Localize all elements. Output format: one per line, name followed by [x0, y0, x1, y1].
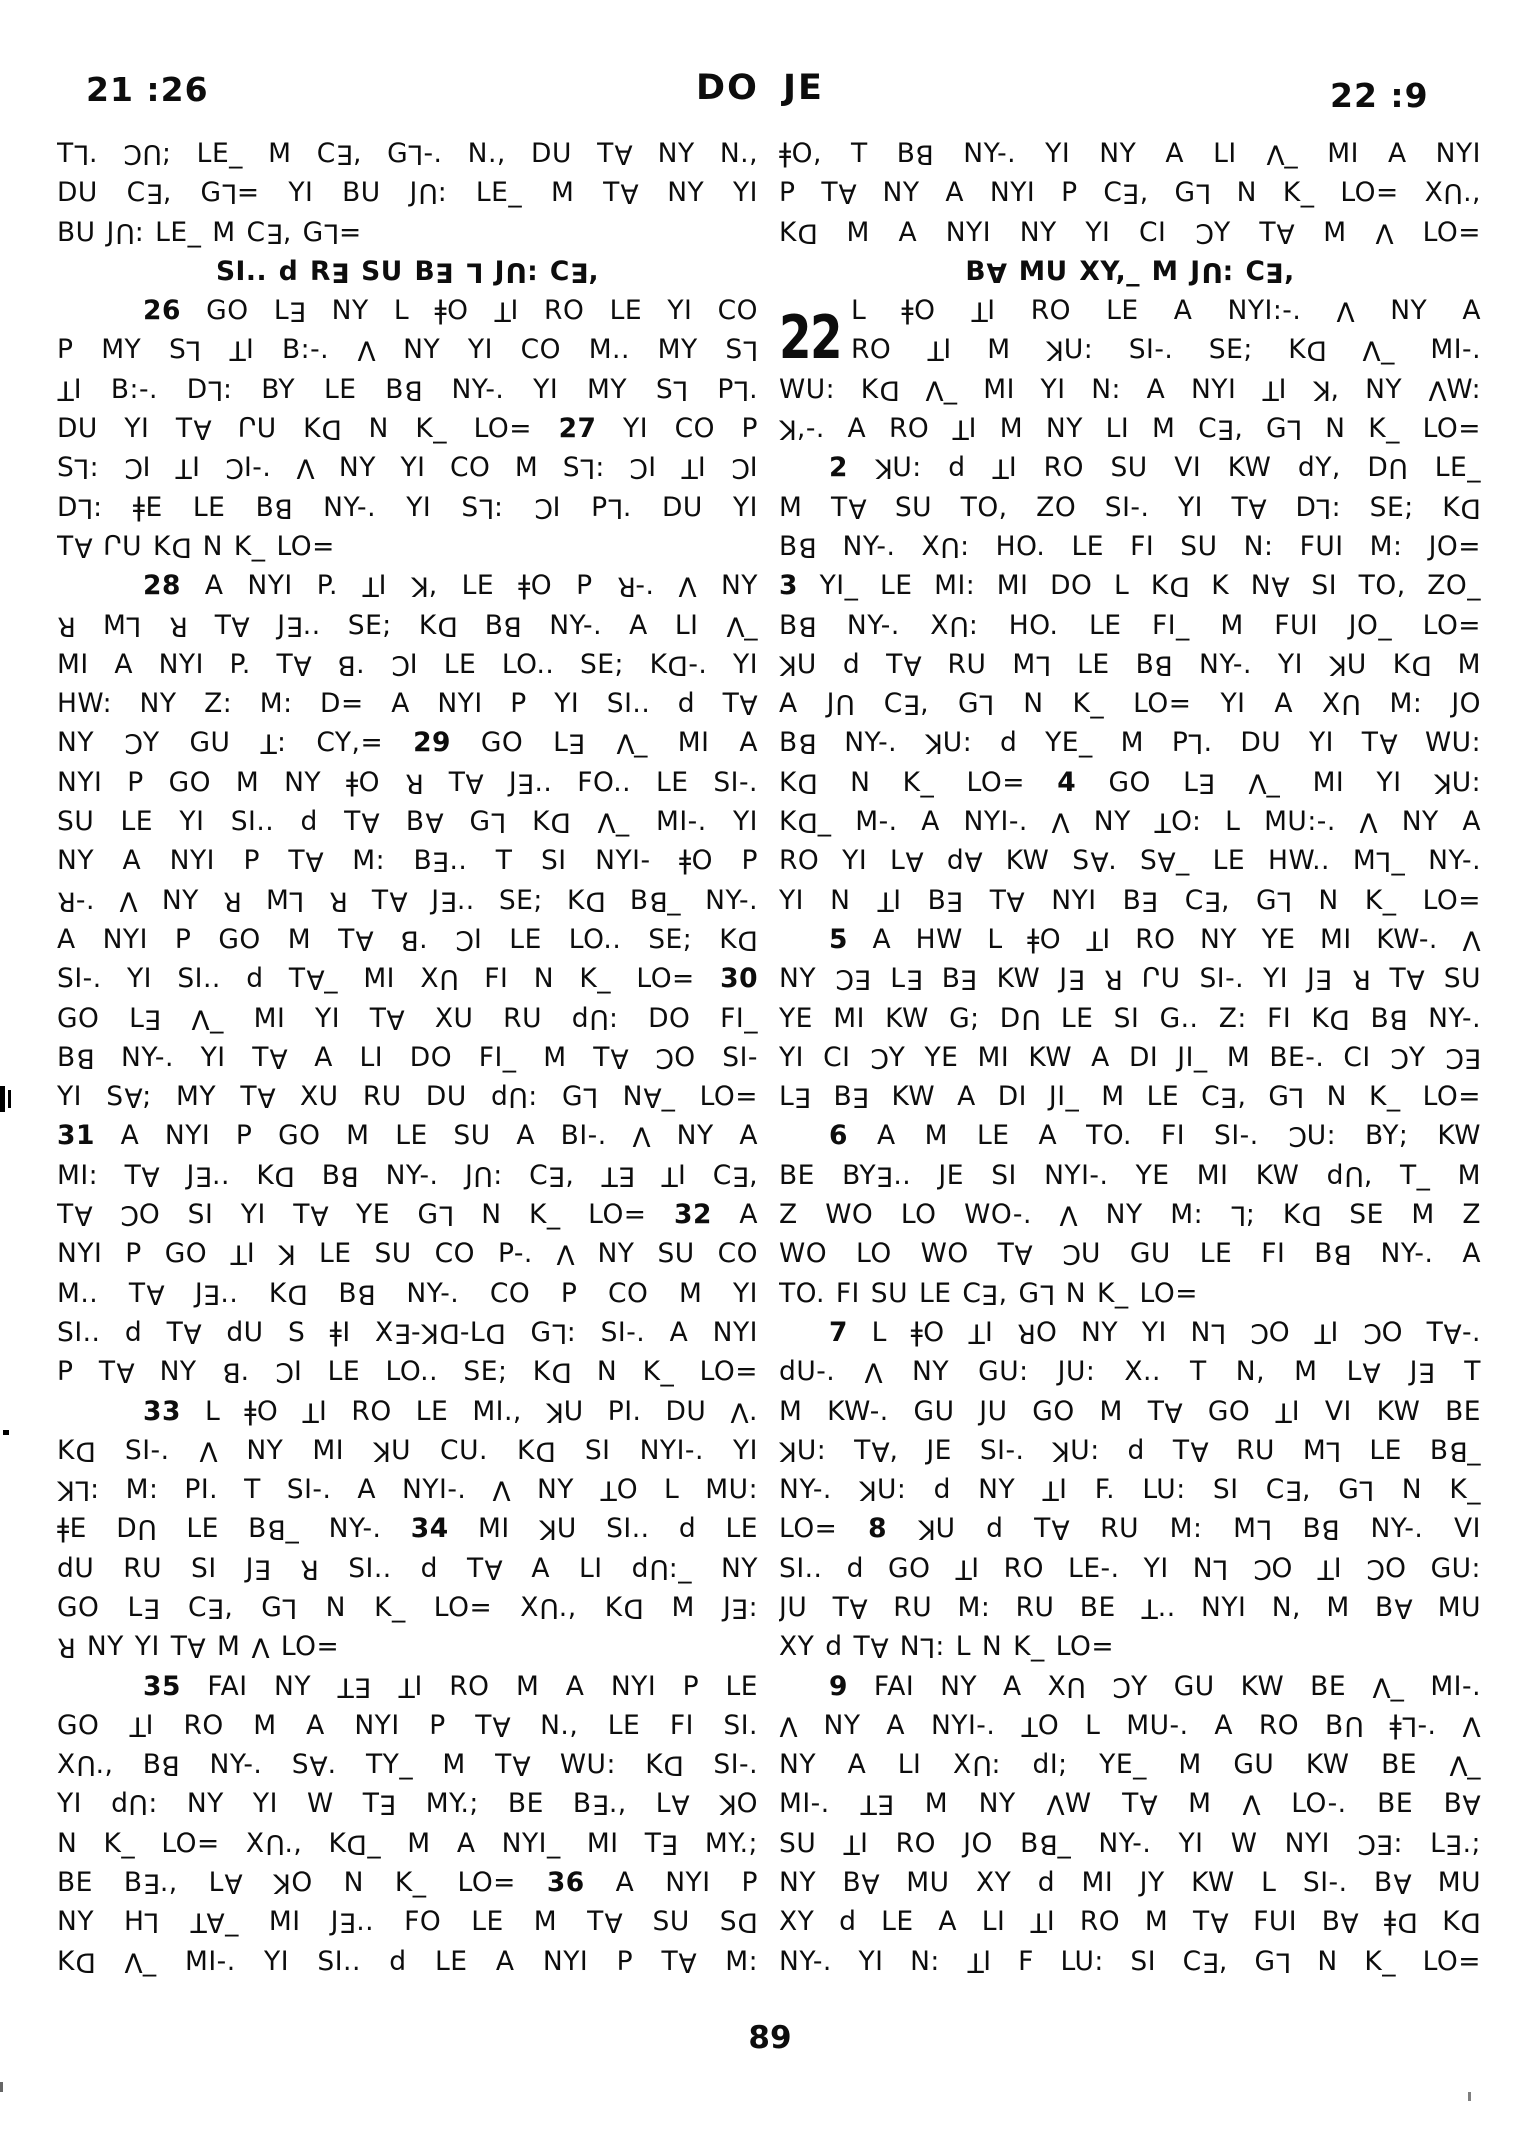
text-line: BB NY-. YI TA A LI DO FI_ M TA CO SI- — [57, 1041, 758, 1074]
text-line: BB NY-. KU: d YE_ M PL. DU YI TA WU: — [779, 727, 1481, 759]
text-line: BA MU XY,_ M JU: CE, — [965, 255, 1295, 288]
text-line: ǂO, T BB NY-. YI NY A LI V_ MI A NYI — [779, 138, 1481, 170]
text-line: SL: CI TI CI-. V NY YI CO M SL: CI TI CI — [57, 452, 758, 484]
text-line: NYI P GO TI K LE SU CO P-. V NY SU CO — [57, 1238, 758, 1270]
text-line: DU YI TA ՐU KD N K_ LO= 27 YI CO P — [57, 413, 758, 445]
text-line: TI B:-. DL: BY LE BB NY-. YI MY SL PL. — [57, 373, 758, 406]
text-line: DU CE, GL= YI BU JU: LE_ M TA NY YI — [57, 177, 758, 209]
text-line: BB NY-. XU: HO. LE FI_ M FUI JO_ LO= — [779, 609, 1481, 641]
text-line: LE BE KW A DI JI_ M LE CE, GL N K_ LO= — [779, 1081, 1481, 1113]
text-line: SI-. YI SI.. d TA_ MI XU FI N K_ LO= 30 — [57, 963, 758, 995]
text-line: ǂE DU LE BB_ NY-. 34 MI KU SI.. d LE — [57, 1513, 758, 1545]
text-line: GO LE V_ MI YI TA XU RU dU: DO FI_ — [57, 1002, 758, 1034]
text-line: 2 KU: d TI RO SU VI KW dY, DU LE_ — [829, 452, 1481, 484]
text-line: 26 GO LE NY L ǂO TI RO LE YI CO — [143, 295, 758, 327]
text-line: SI.. d RE SU BE L JU: CE, — [215, 255, 600, 288]
scan-artifact — [0, 1086, 5, 1112]
text-line: R-. V NY R ML R TA JE.. SE; KD BB_ NY-. — [57, 884, 758, 916]
text-line: dU RU SI JE R SI.. d TA A LI dU:_ NY — [57, 1552, 758, 1584]
text-line: HW: NY Z: M: D= A NYI P YI SI.. d TA — [57, 688, 758, 720]
text-line: M.. TA JE.. KD BB NY-. CO P CO M YI — [57, 1277, 758, 1309]
text-line: TL. CU; LE_ M CE, GL-. N., DU TA NY N., — [57, 138, 758, 170]
text-line: P TA NY B. CI LE LO.. SE; KD N K_ LO= — [57, 1356, 758, 1388]
text-line: M KW-. GU JU GO M TA GO TI VI KW BE — [779, 1395, 1481, 1427]
text-line: 31 A NYI P GO M LE SU A BI-. V NY A — [57, 1120, 758, 1152]
text-line: NYI P GO M NY ǂO R TA JE.. FO.. LE SI-. — [57, 766, 758, 799]
text-line: 5 A HW L ǂO TI RO NY YE MI KW-. V — [829, 923, 1481, 956]
text-line: 9 FAI NY A XU CY GU KW BE V_ MI-. — [829, 1670, 1481, 1702]
text-line: 7 L ǂO TI RO NY YI NL CO TI CO TA-. — [829, 1316, 1481, 1349]
text-line: Z WO LO WO-. V NY M: L; KD SE M Z — [779, 1199, 1481, 1231]
text-line: dU-. V NY GU: JU: X.. T N, M LA JE T — [779, 1356, 1481, 1388]
page-number: 89 — [748, 2020, 792, 2056]
text-line: BB NY-. XU: HO. LE FI SU N: FUI M: JO= — [779, 530, 1481, 563]
text-line: KD M A NYI NY YI CI CY TA M V LO= — [779, 216, 1481, 248]
text-line: BE BYE.. JE SI NYI-. YE MI KW dU, T_ M — [779, 1159, 1481, 1192]
text-line: R NY YI TA M V LO= — [57, 1631, 340, 1663]
text-column-right — [779, 134, 1481, 1989]
text-line: KD_ M-. A NYI-. V NY TO: L MU:-. V NY A — [779, 806, 1481, 838]
text-line: 6 A M LE A TO. FI SI-. CU: BY; KW — [829, 1120, 1481, 1152]
text-column-left — [57, 134, 758, 1989]
text-line: MI A NYI P. TA B. CI LE LO.. SE; KD-. YI — [57, 648, 758, 681]
text-line: MI: TA JE.. KD BB NY-. JU: CE, TE TI CE, — [57, 1159, 758, 1192]
text-line: XY d TA NL: L N K_ LO= — [779, 1631, 1115, 1663]
scan-artifact — [0, 2082, 3, 2092]
text-line: SU LE YI SI.. d TA BA GL KD V_ MI-. YI — [57, 806, 758, 838]
text-line: NY CY GU T: CY,= 29 GO LE V_ MI A — [57, 727, 758, 759]
text-line: V NY A NYI-. TO L MU-. A RO BU ǂL-. V — [779, 1709, 1481, 1742]
text-line: TO. FI SU LE CE, GL N K_ LO= — [779, 1277, 1198, 1309]
text-line: SU TI RO JO BB_ NY-. YI W NYI CE: LE.; — [779, 1827, 1481, 1860]
text-line: RO YI LA dA KW SA. SA_ LE HW.. ML_ NY-. — [779, 845, 1481, 877]
text-line: KU: TA, JE SI-. KU: d TA RU ML LE BB_ — [779, 1434, 1481, 1467]
text-line: L ǂO TI RO LE A NYI:-. V NY A — [851, 295, 1481, 327]
text-line: N K_ LO= XU., KD_ M A NYI_ MI TE MY.; — [57, 1827, 758, 1860]
text-line: BE BE., LA KO N K_ LO= 36 A NYI P — [57, 1867, 758, 1899]
text-line: NY-. YI N: TI F LU: SI CE, GL N K_ LO= — [779, 1945, 1481, 1977]
text-line: LO= 8 KU d TA RU M: ML BB NY-. VI — [779, 1513, 1481, 1545]
text-line: 33 L ǂO TI RO LE MI., KU PI. DU V. — [143, 1395, 758, 1427]
text-line: GO LE CE, GL N K_ LO= XU., KD M JE: — [57, 1591, 758, 1624]
text-line: KD N K_ LO= 4 GO LE V_ MI YI KU: — [779, 766, 1481, 799]
text-line: M TA SU TO, ZO SI-. YI TA DL: SE; KD — [779, 491, 1481, 523]
scan-artifact — [1468, 2092, 1471, 2101]
text-line: R ML R TA JE.. SE; KD BB NY-. A LI V_ — [57, 609, 758, 641]
text-line: RO TI M KU: SI-. SE; KD V_ MI-. — [851, 334, 1481, 366]
text-line: 35 FAI NY TE TI RO M A NYI P LE — [143, 1670, 758, 1702]
text-line: JU TA RU M: RU BE T.. NYI N, M BA MU — [779, 1591, 1481, 1624]
text-line: KD V_ MI-. YI SI.. d LE A NYI P TA M: — [57, 1945, 758, 1977]
text-line: YE MI KW G; DU LE SI G.. Z: FI KD BB NY-. — [779, 1002, 1481, 1034]
text-line: P MY SL TI B:-. V NY YI CO M.. MY SL — [57, 334, 758, 366]
text-line: MI-. TE M NY VW TA M V LO-. BE BA — [779, 1788, 1481, 1820]
text-line: NY A LI XU: dI; YE_ M GU KW BE V_ — [779, 1749, 1481, 1781]
text-line: WU: KD V_ MI YI N: A NYI TI K, NY VW: — [779, 373, 1481, 406]
running-head-verse-left: 21 :26 — [86, 70, 209, 109]
text-line: A NYI P GO M TA B. CI LE LO.. SE; KD — [57, 923, 758, 956]
text-line: YI SA; MY TA XU RU DU dU: GL NA_ LO= — [57, 1081, 758, 1113]
text-line: GO TI RO M A NYI P TA N., LE FI SI. — [57, 1709, 758, 1742]
text-line: NY A NYI P TA M: BE.. T SI NYI- ǂO P — [57, 845, 758, 877]
chapter-number: 22 — [779, 303, 842, 373]
scan-artifact — [3, 1430, 9, 1435]
text-line: YI dU: NY YI W TE MY.; BE BE., LA KO — [57, 1788, 758, 1820]
text-line: P TA NY A NYI P CE, GL N K_ LO= XU., — [779, 177, 1481, 209]
text-line: TA ՐU KD N K_ LO= — [57, 530, 335, 563]
text-line: KL: M: PI. T SI-. A NYI-. V NY TO L MU: — [57, 1474, 758, 1506]
text-line: YI CI CY YE MI KW A DI JI_ M BE-. CI CY CE — [779, 1041, 1481, 1074]
text-line: A JU CE, GL N K_ LO= YI A XU M: JO — [779, 688, 1481, 720]
running-head-book-title: DO JE — [696, 68, 824, 108]
text-line: 28 A NYI P. TI K, LE ǂO P R-. V NY — [143, 570, 758, 602]
text-line: YI N TI BE TA NYI BE CE, GL N K_ LO= — [779, 884, 1481, 916]
text-line: NY-. KU: d NY TI F. LU: SI CE, GL N K_ — [779, 1474, 1481, 1506]
text-line: SI.. d TA dU S ǂI XE-KD-LD GL: SI-. A NYI — [57, 1316, 758, 1349]
scan-artifact — [8, 1090, 11, 1108]
running-head-verse-right: 22 :9 — [1330, 76, 1429, 115]
text-line: SI.. d GO TI RO LE-. YI NL CO TI CO GU: — [779, 1552, 1481, 1584]
text-line: KD SI-. V NY MI KU CU. KD SI NYI-. YI — [57, 1434, 758, 1467]
text-line: WO LO WO TA CU GU LE FI BB NY-. A — [779, 1238, 1481, 1270]
text-line: 3 YI_ LE MI: MI DO L KD K NA SI TO, ZO_ — [779, 570, 1481, 602]
text-line: NY CE LE BE KW JE R ՐU SI-. YI JE R TA SU — [779, 963, 1481, 995]
text-line: K,-. A RO TI M NY LI M CE, GL N K_ LO= — [779, 413, 1481, 445]
text-line: DL: ǂE LE BB NY-. YI SL: CI PL. DU YI — [57, 491, 758, 523]
text-line: TA CO SI YI TA YE GL N K_ LO= 32 A — [57, 1199, 758, 1231]
text-line: NY BA MU XY d MI JY KW L SI-. BA MU — [779, 1867, 1481, 1899]
text-line: KU d TA RU ML LE BB NY-. YI KU KD M — [779, 648, 1481, 681]
text-line: XU., BB NY-. SA. TY_ M TA WU: KD SI-. — [57, 1749, 758, 1781]
text-line: NY HL TA_ MI JE.. FO LE M TA SU SD — [57, 1906, 758, 1938]
text-line: BU JU: LE_ M CE, GL= — [57, 216, 362, 248]
text-line: XY d LE A LI TI RO M TA FUI BA ǂD KD — [779, 1906, 1481, 1938]
